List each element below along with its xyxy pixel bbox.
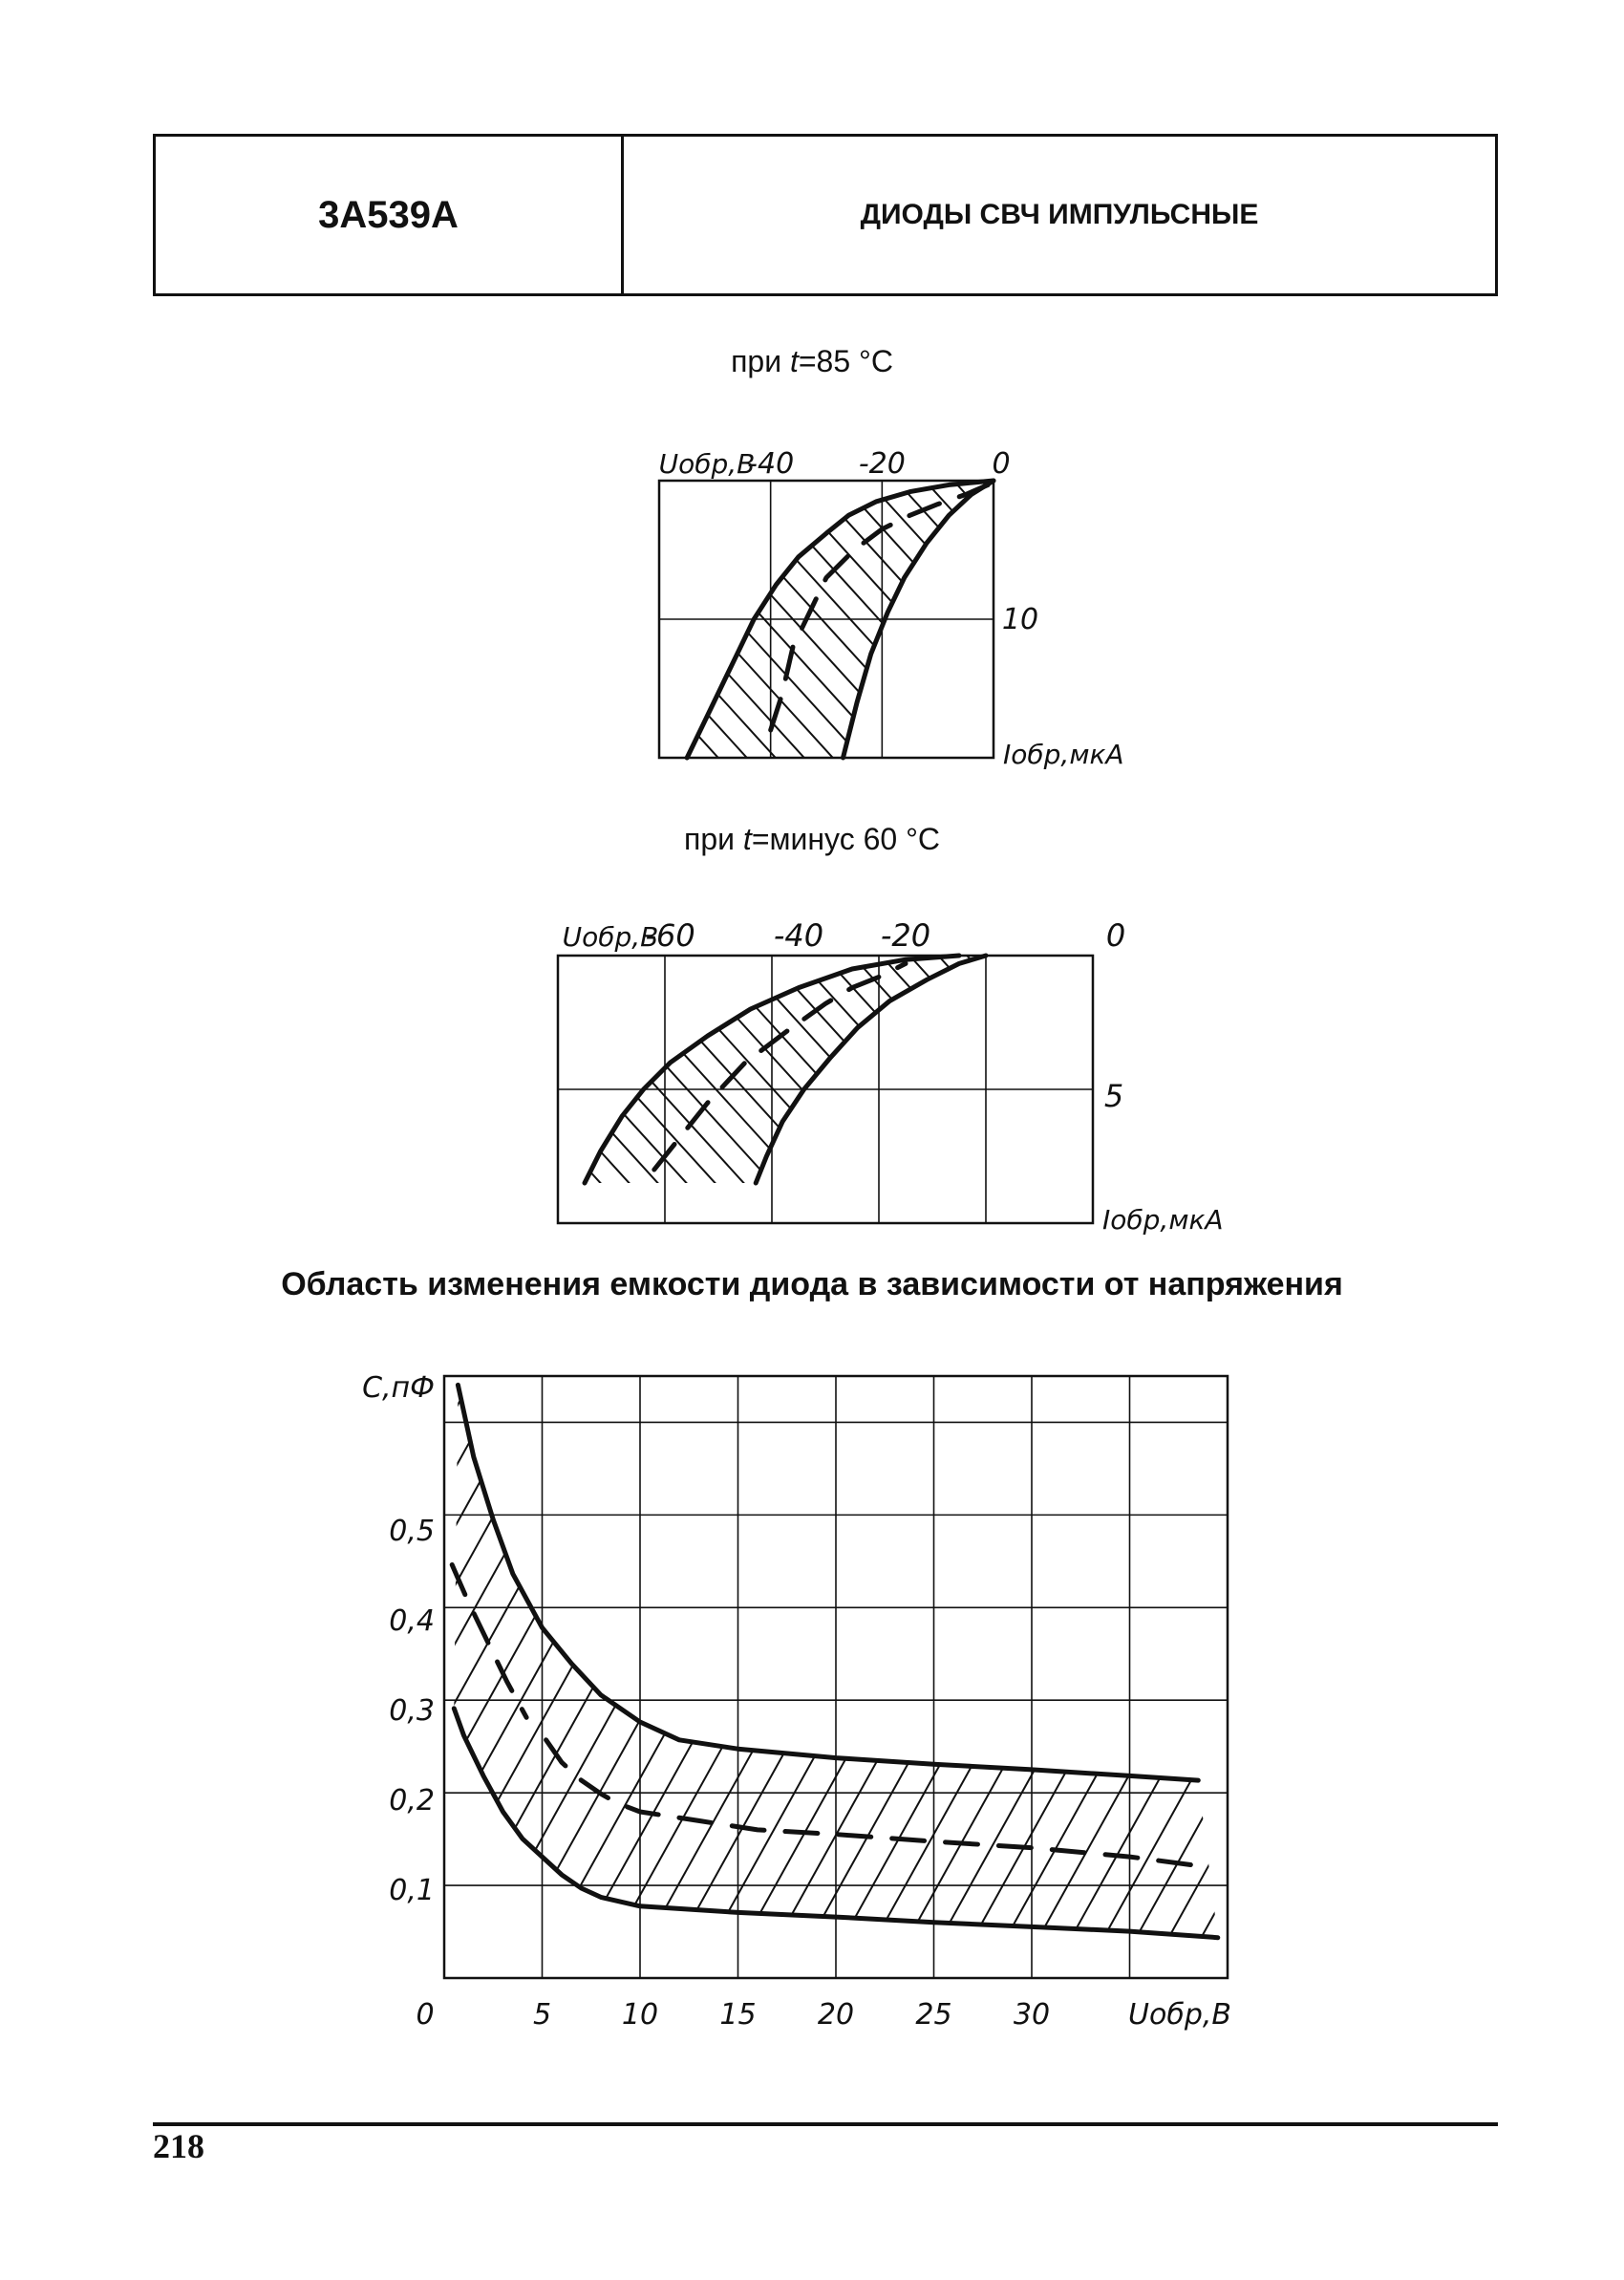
chart1-hatch-line xyxy=(248,462,535,777)
chart2-hatch-line xyxy=(61,936,339,1242)
chart3-y-tick: 0,2 xyxy=(389,1783,435,1818)
chart3-hatch-line xyxy=(1201,1357,1556,1997)
chart3-hatch-line xyxy=(0,1357,30,1997)
chart2-hatch-line xyxy=(319,936,597,1242)
chart3-hatch-line xyxy=(681,1357,1036,1997)
chart3-x-tick: 15 xyxy=(719,1998,757,2032)
chart3-hatch-line xyxy=(1526,1357,1624,1997)
chart3-x-tick: 30 xyxy=(1013,1998,1051,2032)
chart3-hatch-line xyxy=(811,1357,1166,1997)
chart1-hatch-line xyxy=(0,462,105,777)
chart3-hatch-line xyxy=(1038,1357,1394,1997)
chart3-hatch-line xyxy=(1136,1357,1491,1997)
chart1-hatch-line xyxy=(1366,462,1624,777)
chart1-ylabel: Iобр,мкА xyxy=(1003,739,1124,770)
chart3-xlabel: Uобр,В xyxy=(1128,1998,1231,2032)
chart3-hatch-line xyxy=(1298,1357,1624,1997)
chart2-hatch-line xyxy=(1179,936,1457,1242)
chart1-hatch-line xyxy=(334,462,621,777)
chart1-hatch-line xyxy=(1223,462,1509,777)
chart2-hatch-line xyxy=(1379,936,1624,1242)
chart2-hatch-line xyxy=(0,936,253,1242)
chart1-hatch-line xyxy=(1538,462,1624,777)
chart2-hatch-line xyxy=(1093,936,1371,1242)
chart2-hatch-line xyxy=(1293,936,1571,1242)
chart3-curve-typical-upper xyxy=(452,1565,526,1718)
chart3-hatch-line xyxy=(746,1357,1101,1997)
chart1-hatch-line xyxy=(0,462,134,777)
chart3-hatch-line xyxy=(0,1357,160,1997)
chart2-hatch-line xyxy=(0,936,139,1242)
chart2-x-tick: -40 xyxy=(773,917,824,954)
chart2-hatch-line xyxy=(1322,936,1600,1242)
chart3-hatch-line xyxy=(161,1357,517,1997)
chart3-hatch-line xyxy=(259,1357,614,1997)
chart1-hatch-line xyxy=(1309,462,1595,777)
chart2-hatch-line xyxy=(233,936,511,1242)
chart2-hatch-line xyxy=(1236,936,1514,1242)
chart1-hatch-line xyxy=(191,462,478,777)
chart2-hatch-line xyxy=(1265,936,1543,1242)
chart3-x-tick: 0 xyxy=(416,1998,435,2032)
chart3-y-tick: 0,4 xyxy=(389,1603,435,1638)
chart2-x-tick: -60 xyxy=(645,917,695,954)
chart3-hatch-line xyxy=(616,1357,972,1997)
chart1-x-tick: 0 xyxy=(992,447,1011,481)
chart1-hatch-line xyxy=(0,462,48,777)
chart1-hatch-line xyxy=(162,462,449,777)
chart1-hatch-line xyxy=(1423,462,1624,777)
chart1-hatch-line xyxy=(0,462,162,777)
chart1-hatch-line xyxy=(277,462,564,777)
chart1-x-tick: -20 xyxy=(858,447,906,481)
chart2-hatch-line xyxy=(0,936,81,1242)
chart3-hatch-line xyxy=(1428,1357,1624,1997)
chart2-hatch-line xyxy=(1580,936,1624,1242)
chart3-hatch-line xyxy=(194,1357,549,1997)
page-rule xyxy=(153,2122,1498,2126)
chart1-hatch-line xyxy=(0,462,248,777)
chart3-hatch-line xyxy=(0,1357,322,1997)
chart2-x-tick: 0 xyxy=(1105,917,1126,954)
chart2-hatch-line xyxy=(118,936,396,1242)
chart3-hatch-line xyxy=(1233,1357,1589,1997)
chart2-hatch-line xyxy=(1408,936,1624,1242)
chart1-hatch-line xyxy=(1395,462,1624,777)
page-number: 218 xyxy=(153,2127,204,2165)
chart3-hatch-line xyxy=(1396,1357,1624,1997)
chart2-hatch-line xyxy=(0,936,53,1242)
chart1-hatch-line xyxy=(1452,462,1624,777)
chart1-hatch-line xyxy=(1194,462,1481,777)
chart3-hatch-line xyxy=(876,1357,1231,1997)
chart2-hatch-line xyxy=(1122,936,1400,1242)
chart3-title: Область изменения емкости диода в зависимости от напряжения xyxy=(281,1266,1343,1302)
chart3-hatch-line xyxy=(908,1357,1264,1997)
chart3-hatch-line xyxy=(64,1357,419,1997)
chart3-y-tick: 0,5 xyxy=(389,1514,435,1548)
chart2-ylabel: Iобр,мкА xyxy=(1102,1204,1224,1236)
chart1-hatch-line xyxy=(1509,462,1624,777)
chart3-hatch-line xyxy=(1363,1357,1624,1997)
chart1-hatch-line xyxy=(0,462,277,777)
chart3-x-tick: 5 xyxy=(532,1998,552,2032)
chart1-hatch-line xyxy=(1022,462,1309,777)
chart3-ylabel: С,пФ xyxy=(362,1371,435,1405)
chart3-y-tick: 0,1 xyxy=(389,1873,435,1907)
chart1-caption-var: t xyxy=(789,344,799,378)
chart3-hatch-line xyxy=(1331,1357,1624,1997)
chart1-hatch-line xyxy=(0,462,191,777)
chart3-x-tick: 25 xyxy=(915,1998,952,2032)
chart2-hatch-line xyxy=(1437,936,1624,1242)
chart3-hatch-line xyxy=(973,1357,1329,1997)
chart3-hatch-line xyxy=(584,1357,939,1997)
chart3-x-tick: 10 xyxy=(621,1998,659,2032)
chart2-caption-prefix: при xyxy=(684,822,743,856)
chart1-hatch-line xyxy=(306,462,592,777)
chart3-hatch-line xyxy=(0,1357,224,1997)
chart3-hatch-line xyxy=(0,1357,354,1997)
chart3-grid xyxy=(444,1376,1228,1978)
chart1-y-tick: 10 xyxy=(1001,603,1039,636)
chart3-hatch-line xyxy=(1558,1357,1624,1997)
chart2-caption-var: t xyxy=(742,822,752,856)
chart1-hatch-line xyxy=(1137,462,1423,777)
header-title: ДИОДЫ СВЧ ИМПУЛЬСНЫЕ xyxy=(860,199,1259,230)
chart2-hatch-line xyxy=(176,936,454,1242)
chart3-hatch xyxy=(0,1357,1624,1997)
chart2-hatch-line xyxy=(1494,936,1624,1242)
chart1-caption-prefix: при xyxy=(731,344,790,378)
chart3-hatch-line xyxy=(551,1357,907,1997)
chart1-xlabel: Uобр,В xyxy=(658,448,756,480)
chart3-hatch-line xyxy=(1071,1357,1426,1997)
chart3-hatch-line xyxy=(32,1357,387,1997)
chart1-hatch-line xyxy=(1280,462,1567,777)
chart3-hatch-line xyxy=(1461,1357,1624,1997)
chart3-hatch-line xyxy=(649,1357,1004,1997)
chart2-hatch-line xyxy=(0,936,110,1242)
part-number: 3А539А xyxy=(156,137,624,293)
chart1-hatch-line xyxy=(1481,462,1624,777)
chart3-hatch-line xyxy=(1591,1357,1624,1997)
chart1-hatch-line xyxy=(76,462,363,777)
chart2-y-tick: 5 xyxy=(1103,1078,1124,1114)
chart3-hatch-line xyxy=(1168,1357,1524,1997)
chart3-hatch-line xyxy=(0,1357,95,1997)
chart2-hatch-line xyxy=(1609,936,1624,1242)
chart3-hatch-line xyxy=(0,1357,289,1997)
chart2-hatch-line xyxy=(262,936,540,1242)
chart1-hatch-line xyxy=(1079,462,1366,777)
chart2-hatch-line xyxy=(147,936,425,1242)
chart3-curve-upper-bound xyxy=(458,1385,1198,1780)
chart2-hatch-line xyxy=(1523,936,1624,1242)
chart1-hatch-line xyxy=(1165,462,1452,777)
chart2-x-tick: -20 xyxy=(880,917,931,954)
chart2-hatch-line xyxy=(0,936,224,1242)
chart3-hatch-line xyxy=(519,1357,874,1997)
chart3-hatch-line xyxy=(1103,1357,1459,1997)
chart1-hatch-line xyxy=(19,462,306,777)
chart3-hatch-line xyxy=(779,1357,1134,1997)
chart2-hatch-line xyxy=(1207,936,1485,1242)
chart3-x-tick: 20 xyxy=(817,1998,855,2032)
chart1-hatch-line xyxy=(392,462,678,777)
chart2-hatch-line xyxy=(1551,936,1624,1242)
chart2-hatch-line xyxy=(4,936,282,1242)
chart2-hatch-line xyxy=(1351,936,1624,1242)
chart1-hatch-line xyxy=(1251,462,1538,777)
chart2-hatch-line xyxy=(1465,936,1624,1242)
chart3-hatch-line xyxy=(486,1357,842,1997)
chart1-caption-suffix: =85 °С xyxy=(798,344,893,378)
chart3-y-tick: 0,3 xyxy=(389,1693,435,1728)
chart3-hatch-line xyxy=(1006,1357,1361,1997)
chart3-hatch-line xyxy=(1266,1357,1621,1997)
chart2-hatch-line xyxy=(0,936,24,1242)
chart3-hatch-line xyxy=(1493,1357,1624,1997)
chart1-hatch-line xyxy=(220,462,506,777)
chart2-hatch-line xyxy=(32,936,310,1242)
chart1-hatch-line xyxy=(48,462,334,777)
chart3-hatch-line xyxy=(0,1357,257,1997)
chart2-hatch-line xyxy=(0,936,196,1242)
chart1-hatch-line xyxy=(363,462,650,777)
chart3-hatch-line xyxy=(941,1357,1296,1997)
chart1-hatch-line xyxy=(0,462,76,777)
chart2-grid xyxy=(558,956,1093,1223)
chart1-hatch-line xyxy=(1108,462,1395,777)
chart1-hatch-line xyxy=(1337,462,1624,777)
chart2-xlabel: Uобр,В xyxy=(562,921,659,953)
chart1-hatch-line xyxy=(1567,462,1624,777)
chart3-hatch-line xyxy=(0,1357,127,1997)
chart2-hatch-line xyxy=(290,936,568,1242)
chart3-hatch-line xyxy=(389,1357,744,1997)
chart3-hatch-line xyxy=(291,1357,647,1997)
chart2-hatch-line xyxy=(0,936,167,1242)
chart1-hatch-line xyxy=(0,462,220,777)
chart3-hatch-line xyxy=(0,1357,192,1997)
chart2-hatch-line xyxy=(1150,936,1428,1242)
chart1-hatch-line xyxy=(134,462,420,777)
chart2-hatch-line xyxy=(90,936,368,1242)
chart1-hatch-line xyxy=(0,462,19,777)
chart2-hatch-line xyxy=(204,936,482,1242)
chart1-hatch-line xyxy=(105,462,392,777)
chart2-caption-suffix: =минус 60 °С xyxy=(751,822,940,856)
chart1-hatch-line xyxy=(1595,462,1624,777)
chart1-hatch-line xyxy=(1051,462,1337,777)
chart1-x-tick: -40 xyxy=(747,447,795,481)
chart3-hatch-line xyxy=(844,1357,1199,1997)
chart3-hatch-line xyxy=(714,1357,1069,1997)
chart3-hatch-line xyxy=(0,1357,62,1997)
